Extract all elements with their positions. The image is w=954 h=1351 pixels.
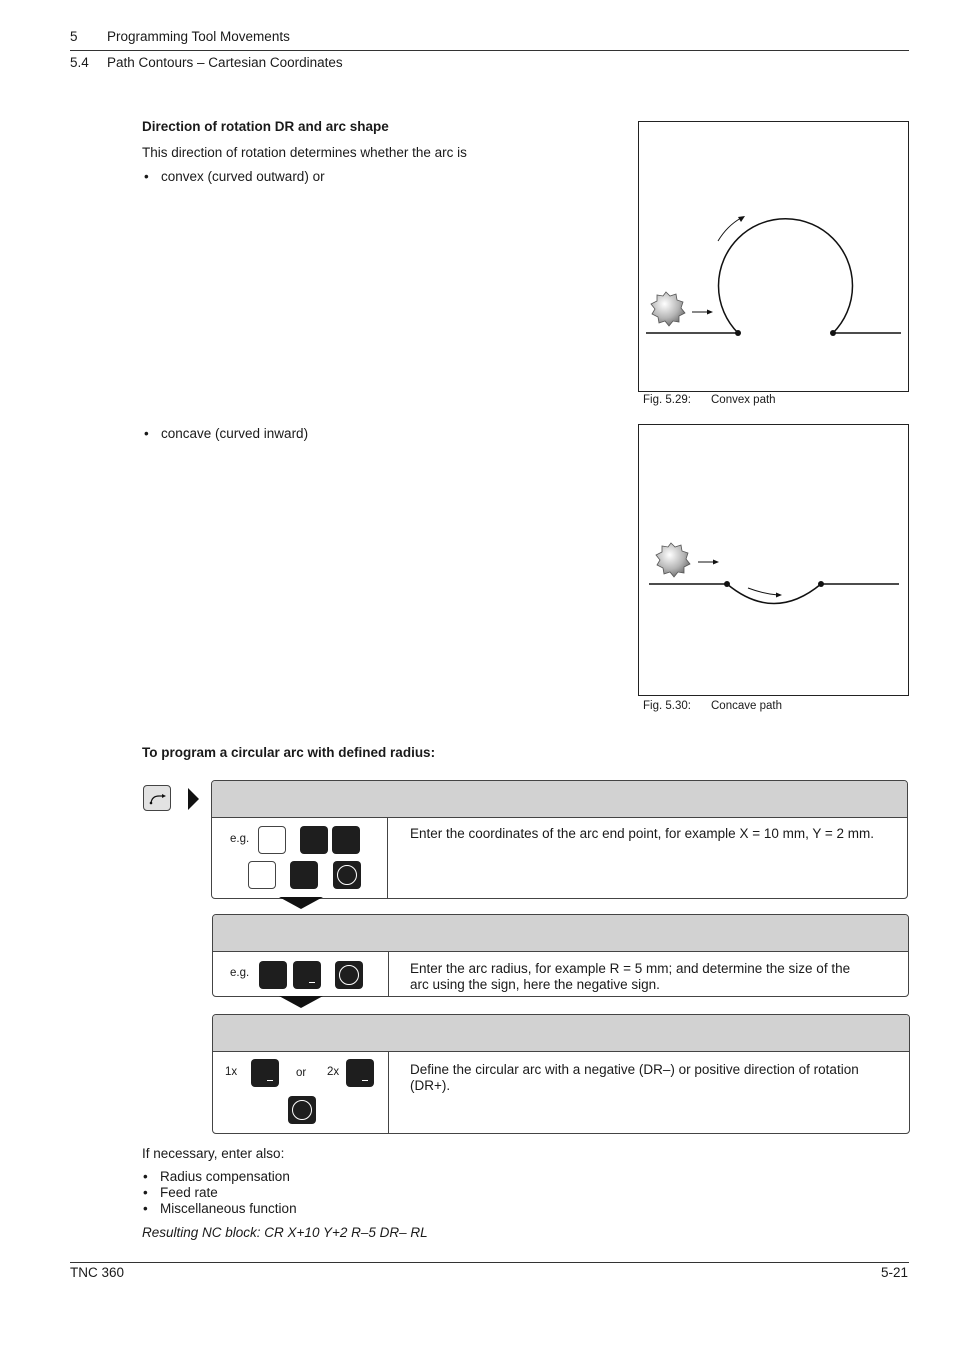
chapter-number: 5 bbox=[70, 29, 78, 44]
chapter-title: Programming Tool Movements bbox=[107, 29, 290, 44]
dialog-divider bbox=[387, 818, 388, 898]
figure-number: Fig. 5.30: bbox=[643, 700, 691, 712]
digit-key-5[interactable] bbox=[259, 961, 287, 989]
caption-fig-5-29 bbox=[643, 394, 776, 406]
step-arrow-down bbox=[279, 996, 323, 1008]
enter-key[interactable] bbox=[288, 1096, 316, 1124]
press-count-once: 1x bbox=[225, 1066, 238, 1078]
intro-text: This direction of rotation determines whether the arc is bbox=[142, 145, 467, 160]
dialog-prompt-bar bbox=[213, 915, 908, 952]
section-number: 5.4 bbox=[70, 55, 89, 70]
digit-key-1[interactable] bbox=[300, 826, 328, 854]
sign-key-minus[interactable] bbox=[293, 961, 321, 989]
convex-path-diagram bbox=[639, 122, 908, 391]
digit-key-0[interactable] bbox=[332, 826, 360, 854]
circular-arc-key[interactable] bbox=[143, 785, 171, 811]
figure-caption: Convex path bbox=[711, 394, 776, 406]
resulting-nc-block: Resulting NC block: CR X+10 Y+2 R–5 DR– RL bbox=[142, 1225, 428, 1240]
caption-fig-5-30 bbox=[643, 700, 782, 712]
enter-key[interactable] bbox=[333, 861, 361, 889]
axis-key-y[interactable] bbox=[248, 861, 276, 889]
milling-cutter-icon bbox=[651, 292, 685, 326]
or-label: or bbox=[296, 1067, 307, 1079]
bullet-convex: • convex (curved outward) or bbox=[161, 169, 325, 184]
dialog-step-radius bbox=[212, 914, 909, 997]
footer-model: TNC 360 bbox=[70, 1265, 125, 1280]
bullet-concave: • concave (curved inward) bbox=[161, 426, 308, 441]
step-description: Enter the coordinates of the arc end point, for example X = 10 mm, Y = 2 mm. bbox=[410, 826, 874, 841]
header-rule bbox=[70, 50, 909, 51]
figure-caption: Concave path bbox=[711, 700, 782, 712]
dialog-divider bbox=[388, 1052, 389, 1133]
dialog-divider bbox=[388, 952, 389, 996]
step-arrow-right bbox=[188, 788, 199, 810]
section-heading: Direction of rotation DR and arc shape bbox=[142, 119, 389, 134]
step-description: Enter the arc radius, for example R = 5 mm; and determine the size of the arc using the sign, here the negative sign. bbox=[410, 961, 851, 992]
digit-key-2[interactable] bbox=[290, 861, 318, 889]
dialog-step-endpoint bbox=[211, 780, 908, 899]
list-item: • Radius compensation bbox=[160, 1169, 290, 1184]
sign-key-minus[interactable] bbox=[251, 1059, 279, 1087]
enter-key[interactable] bbox=[335, 961, 363, 989]
circular-arc-key-icon bbox=[144, 786, 170, 810]
dialog-prompt-bar bbox=[213, 1015, 909, 1052]
section-title: Path Contours – Cartesian Coordinates bbox=[107, 55, 343, 70]
step-arrow-down bbox=[279, 897, 323, 909]
optional-intro: If necessary, enter also: bbox=[142, 1146, 285, 1161]
milling-cutter-icon bbox=[656, 543, 690, 577]
figure-number: Fig. 5.29: bbox=[643, 394, 691, 406]
procedure-heading: To program a circular arc with defined radius: bbox=[142, 745, 436, 760]
dialog-step-direction bbox=[212, 1014, 910, 1134]
figure-concave-path bbox=[638, 424, 909, 696]
dialog-prompt-bar bbox=[212, 781, 907, 818]
page-number: 5-21 bbox=[880, 1265, 908, 1280]
figure-convex-path bbox=[638, 121, 909, 392]
example-prefix: e.g. bbox=[230, 967, 250, 979]
press-count-twice: 2x bbox=[327, 1066, 340, 1078]
example-prefix: e.g. bbox=[230, 833, 250, 845]
list-item: • Miscellaneous function bbox=[160, 1201, 297, 1216]
concave-path-diagram bbox=[639, 425, 908, 695]
sign-key-minus[interactable] bbox=[346, 1059, 374, 1087]
step-description: Define the circular arc with a negative (DR–) or positive direction of rotation (DR+). bbox=[410, 1062, 859, 1093]
list-item: • Feed rate bbox=[160, 1185, 218, 1200]
axis-key-x[interactable] bbox=[258, 826, 286, 854]
footer-rule bbox=[70, 1262, 909, 1263]
